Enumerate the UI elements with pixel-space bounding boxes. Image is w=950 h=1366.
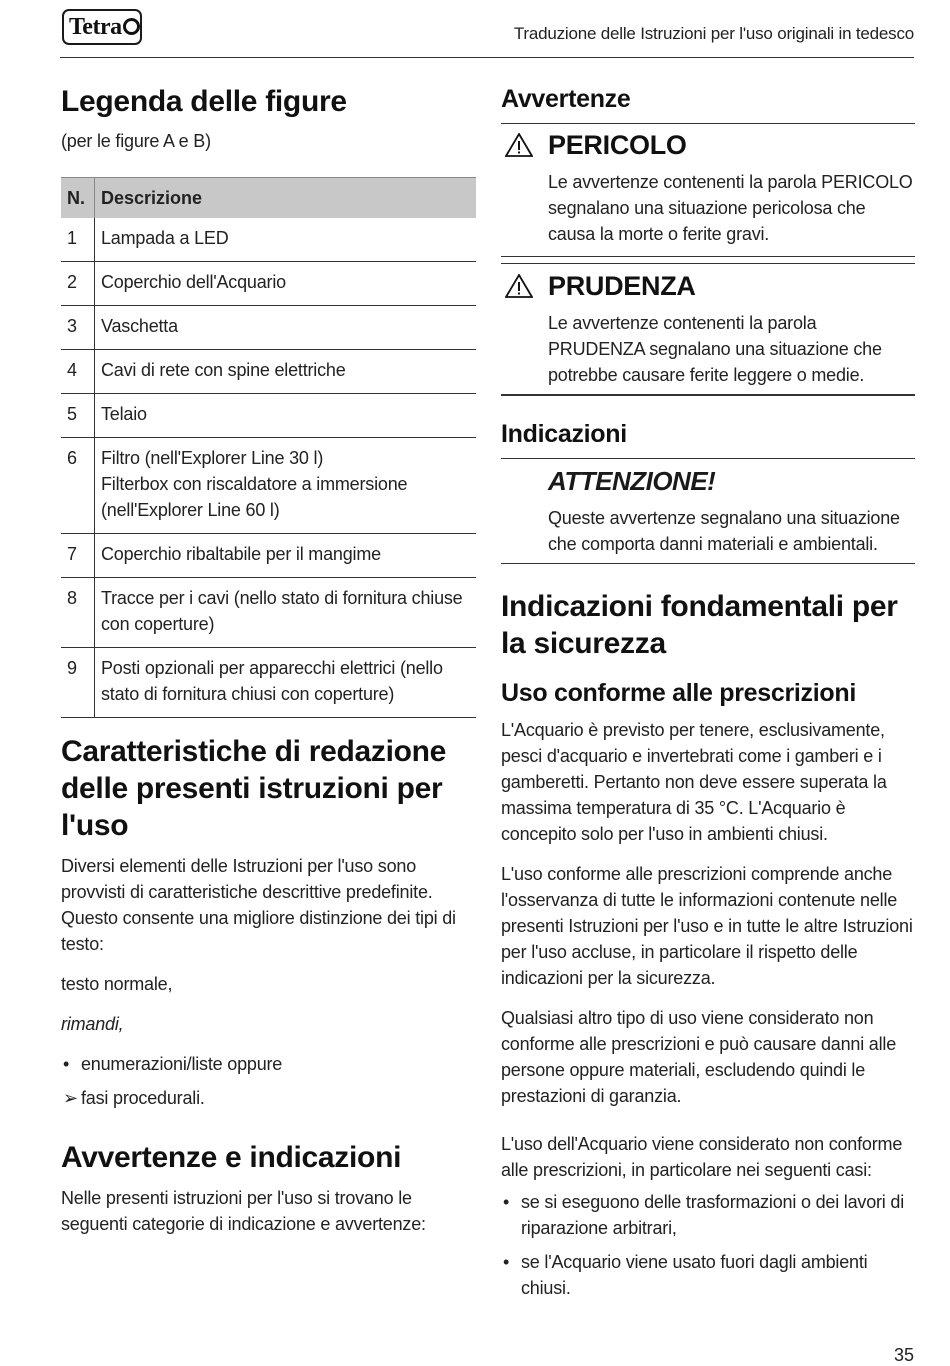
header-divider	[60, 57, 914, 58]
row-description: Tracce per i cavi (nello stato di fornitura chiuse con coperture)	[95, 578, 477, 648]
caution-heading	[501, 270, 915, 302]
attention-text: Queste avvertenze segnalano una situazione che comporta danni materiali e ambientali.	[548, 508, 900, 554]
legend-title: Legenda delle figure	[61, 85, 347, 118]
list-item-text: enumerazioni/liste oppure	[81, 1054, 283, 1074]
example-list	[61, 1051, 476, 1111]
table-row	[61, 218, 476, 262]
col-header-description: Descrizione	[95, 178, 477, 219]
divider	[501, 123, 915, 124]
table-row	[61, 648, 476, 718]
col-header-number: N.	[61, 178, 95, 219]
row-number: 9	[61, 648, 95, 718]
row-description: Cavi di rete con spine elettriche	[95, 350, 477, 394]
divider	[501, 256, 915, 257]
row-number: 5	[61, 394, 95, 438]
warning-triangle-icon	[505, 274, 533, 298]
features-intro: Diversi elementi delle Istruzioni per l'uso sono provvisti di caratteristiche descrittive predefinite. Questo consente una migliore distinzione dei tipi di testo:	[61, 856, 456, 954]
caution-title: PRUDENZA	[548, 271, 696, 301]
warnings-section-title: Avvertenze e indicazioni	[61, 1141, 402, 1174]
safety-paragraph-2: L'uso conforme alle prescrizioni comprende anche l'osservanza di tutte le informazioni contenute nelle presenti Istruzioni per l'uso e in tutte le altre Istruzioni per l'uso accluse, in particolare il rispetto delle indicazioni per la sicurezza.	[501, 864, 913, 988]
row-number: 2	[61, 262, 95, 306]
features-title: Caratteristiche di redazione delle presenti istruzioni per l'uso	[61, 735, 447, 842]
safety-subtitle: Uso conforme alle prescrizioni	[501, 679, 856, 707]
list-item	[61, 1051, 476, 1077]
row-number: 1	[61, 218, 95, 262]
safety-paragraph-4: L'uso dell'Acquario viene considerato non conforme alle prescrizioni, in particolare nei seguenti casi:	[501, 1134, 903, 1180]
danger-title: PERICOLO	[548, 130, 687, 160]
divider	[501, 563, 915, 564]
bullet-icon: •	[503, 1252, 510, 1272]
danger-heading	[501, 129, 915, 161]
safety-paragraph-3: Qualsiasi altro tipo di uso viene considerato non conforme alle prescrizioni e può causare danni alle persone oppure materiali, escludendo quindi le prestazioni di garanzia.	[501, 1008, 897, 1106]
list-item-text: fasi procedurali.	[81, 1088, 205, 1108]
tetra-logo	[62, 9, 142, 45]
row-description: Telaio	[95, 394, 477, 438]
list-item	[501, 1249, 915, 1301]
list-item-text: se l'Acquario viene usato fuori dagli ambienti chiusi.	[521, 1252, 868, 1298]
safety-paragraph-1: L'Acquario è previsto per tenere, esclusivamente, pesci d'acquario e invertebrati come i gamberi e i gamberetti. Pertanto non deve essere superata la massima temperatura di 35 °C. L'Acquario è concepito solo per l'uso in ambienti chiusi.	[501, 720, 887, 844]
avvertenze-title: Avvertenze	[501, 85, 631, 113]
list-item-text: se si eseguono delle trasformazioni o dei lavori di riparazione arbitrari,	[521, 1192, 905, 1238]
row-number: 8	[61, 578, 95, 648]
row-description: Coperchio ribaltabile per il mangime	[95, 534, 477, 578]
row-number: 4	[61, 350, 95, 394]
row-number: 7	[61, 534, 95, 578]
reference-text-example: rimandi,	[61, 1014, 124, 1034]
logo-text: Tetra	[69, 14, 122, 40]
row-description: Vaschetta	[95, 306, 477, 350]
bullet-icon: •	[503, 1192, 510, 1212]
header-title: Traduzione delle Istruzioni per l'uso originali in tedesco	[513, 24, 914, 43]
legend-table	[61, 177, 476, 718]
table-row	[61, 578, 476, 648]
table-row	[61, 262, 476, 306]
indicazioni-title: Indicazioni	[501, 420, 627, 448]
attention-title: ATTENZIONE!	[548, 466, 716, 496]
row-description: Coperchio dell'Acquario	[95, 262, 477, 306]
row-description: Lampada a LED	[95, 218, 477, 262]
caution-text: Le avvertenze contenenti la parola PRUDENZA segnalano una situazione che potrebbe causare ferite leggere o medie.	[548, 313, 882, 385]
normal-text-example: testo normale,	[61, 974, 173, 994]
row-description: Posti opzionali per apparecchi elettrici (nello stato di fornitura chiusi con coperture)	[95, 648, 477, 718]
table-row	[61, 534, 476, 578]
row-number: 3	[61, 306, 95, 350]
list-item	[501, 1189, 915, 1241]
bullet-icon: •	[63, 1054, 70, 1074]
non-conforming-cases-list	[501, 1189, 915, 1301]
page-number: 35	[893, 1345, 914, 1365]
arrow-step-icon: ➢	[63, 1088, 78, 1108]
warning-triangle-icon	[505, 133, 533, 157]
danger-text: Le avvertenze contenenti la parola PERICOLO segnalano una situazione pericolosa che causa la morte o ferite gravi.	[548, 172, 913, 244]
table-row	[61, 350, 476, 394]
divider	[501, 263, 915, 264]
warnings-section-intro: Nelle presenti istruzioni per l'uso si trovano le seguenti categorie di indicazione e avvertenze:	[61, 1188, 426, 1234]
legend-subtitle: (per le figure A e B)	[61, 131, 211, 151]
divider	[501, 458, 915, 459]
table-row	[61, 306, 476, 350]
safety-title: Indicazioni fondamentali per la sicurezza	[501, 590, 898, 660]
row-number: 6	[61, 438, 95, 534]
logo-circle-icon	[123, 18, 140, 35]
row-description-line: Filtro (nell'Explorer Line 30 l)	[101, 448, 324, 468]
row-description	[95, 438, 477, 534]
table-row	[61, 394, 476, 438]
row-description-line: Filterbox con riscaldatore a immersione (nell'Explorer Line 60 l)	[101, 474, 408, 520]
divider	[501, 394, 915, 396]
list-item	[61, 1085, 476, 1111]
table-row	[61, 438, 476, 534]
table-header-row	[61, 178, 476, 219]
